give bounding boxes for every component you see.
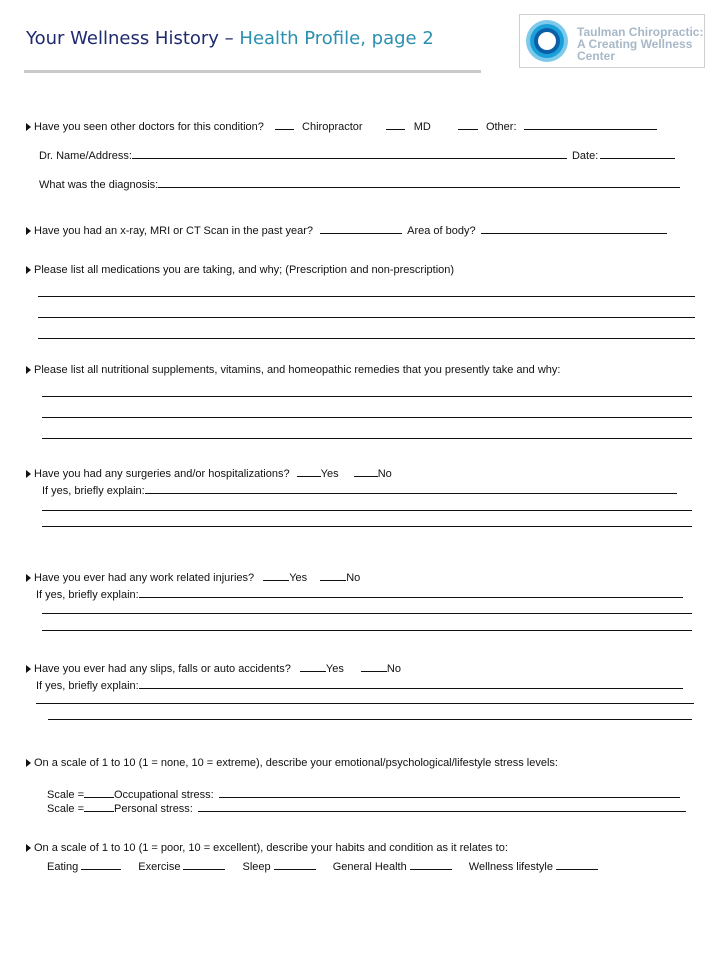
doctor-name-field[interactable]	[132, 147, 567, 159]
question-work-injuries	[26, 569, 360, 585]
occupational-label: Occupational stress:	[114, 789, 214, 801]
explain-label: If yes, briefly explain:	[36, 589, 139, 601]
question-text: Please list all nutritional supplements, vitamins, and homeopathic remedies that you presently take and why:	[34, 364, 561, 376]
question-medications	[26, 264, 454, 277]
medications-line[interactable]	[38, 317, 695, 318]
question-text: Please list all medications you are taking, and why; (Prescription and non-prescription)	[34, 264, 455, 276]
surgeries-yes-blank[interactable]	[297, 465, 321, 477]
md-blank[interactable]	[386, 118, 405, 130]
option-other: Other:	[485, 121, 517, 133]
arrow-bullet-icon	[26, 574, 31, 582]
personal-field[interactable]	[198, 800, 686, 812]
scale-label: Scale =	[47, 789, 84, 801]
logo-line-1: Taulman Chiropractic:	[577, 25, 704, 39]
area-field[interactable]	[481, 222, 667, 234]
question-text: Have you ever had any work related injuries?	[34, 572, 255, 584]
occupational-field[interactable]	[219, 786, 680, 798]
supplements-line[interactable]	[42, 438, 692, 439]
date-field[interactable]	[600, 147, 675, 159]
yes-label: Yes	[289, 572, 308, 584]
habit-sleep: Sleep	[242, 861, 271, 873]
arrow-bullet-icon	[26, 759, 31, 767]
title-main: Your Wellness History –	[26, 28, 240, 49]
arrow-bullet-icon	[26, 266, 31, 274]
page-title	[26, 28, 434, 49]
question-other-doctors	[26, 118, 657, 134]
no-label: No	[346, 572, 361, 584]
surgeries-explain-row	[42, 482, 677, 498]
habit-eating: Eating	[47, 861, 79, 873]
arrow-bullet-icon	[26, 227, 31, 235]
question-accidents	[26, 660, 401, 676]
medications-line[interactable]	[38, 338, 695, 339]
question-text: On a scale of 1 to 10 (1 = poor, 10 = excellent), describe your habits and condition as it relates to:	[34, 842, 508, 854]
habit-general-health: General Health	[332, 861, 407, 873]
question-imaging	[26, 222, 667, 238]
question-surgeries	[26, 465, 392, 481]
personal-stress-row	[47, 800, 686, 816]
ring-logo-icon	[523, 17, 571, 65]
no-label: No	[386, 663, 401, 675]
logo-line-3: Center	[577, 49, 616, 63]
yes-label: Yes	[320, 468, 339, 480]
imaging-field[interactable]	[320, 222, 402, 234]
work-explain-field[interactable]	[139, 586, 683, 598]
accident-yes-blank[interactable]	[300, 660, 326, 672]
date-label: Date:	[571, 150, 599, 162]
surgeries-explain-field[interactable]	[145, 482, 677, 494]
question-stress	[26, 757, 558, 770]
personal-scale-blank[interactable]	[84, 800, 114, 812]
explain-label: If yes, briefly explain:	[36, 680, 139, 692]
other-blank[interactable]	[458, 118, 478, 130]
accidents-explain-field[interactable]	[139, 677, 683, 689]
general-health-field[interactable]	[410, 858, 452, 870]
title-sub: Health Profile, page 2	[239, 28, 434, 49]
accident-no-blank[interactable]	[361, 660, 387, 672]
exercise-field[interactable]	[183, 858, 225, 870]
option-md: MD	[413, 121, 431, 133]
surgeries-line[interactable]	[42, 526, 692, 527]
question-text: Have you ever had any slips, falls or auto accidents?	[34, 663, 291, 675]
diagnosis-row	[39, 176, 680, 192]
question-supplements	[26, 364, 560, 377]
question-habits	[26, 842, 508, 855]
area-label: Area of body?	[407, 225, 476, 237]
habit-wellness-lifestyle: Wellness lifestyle	[468, 861, 553, 873]
no-label: No	[377, 468, 392, 480]
habit-exercise: Exercise	[138, 861, 181, 873]
surgeries-no-blank[interactable]	[354, 465, 378, 477]
other-field[interactable]	[524, 118, 657, 130]
accidents-explain-row	[36, 677, 683, 693]
option-chiropractor: Chiropractor	[302, 121, 363, 133]
accidents-line[interactable]	[48, 719, 692, 720]
personal-label: Personal stress:	[114, 803, 193, 815]
eating-field[interactable]	[81, 858, 121, 870]
arrow-bullet-icon	[26, 470, 31, 478]
occupational-scale-blank[interactable]	[84, 786, 114, 798]
work-explain-row	[36, 586, 683, 602]
title-divider	[24, 70, 481, 73]
sleep-field[interactable]	[274, 858, 316, 870]
scale-label: Scale =	[47, 803, 84, 815]
wellness-field[interactable]	[556, 858, 598, 870]
question-text: On a scale of 1 to 10 (1 = none, 10 = extreme), describe your emotional/psychological/lifestyle stress levels:	[34, 757, 558, 769]
supplements-line[interactable]	[42, 417, 692, 418]
accidents-line[interactable]	[36, 703, 694, 704]
arrow-bullet-icon	[26, 366, 31, 374]
doctor-name-row	[39, 147, 675, 163]
clinic-logo	[519, 14, 705, 68]
logo-line-2: A Creating Wellness	[577, 37, 693, 51]
doctor-name-label: Dr. Name/Address:	[39, 150, 132, 162]
question-text: Have you had an x-ray, MRI or CT Scan in the past year?	[34, 225, 314, 237]
diagnosis-field[interactable]	[158, 176, 680, 188]
diagnosis-label: What was the diagnosis:	[39, 179, 159, 191]
work-line[interactable]	[42, 630, 692, 631]
question-text: Have you seen other doctors for this condition?	[34, 121, 264, 133]
question-text: Have you had any surgeries and/or hospitalizations?	[34, 468, 290, 480]
surgeries-line[interactable]	[42, 510, 692, 511]
medications-line[interactable]	[38, 296, 695, 297]
yes-label: Yes	[325, 663, 344, 675]
habits-row	[47, 858, 598, 874]
explain-label: If yes, briefly explain:	[42, 485, 145, 497]
arrow-bullet-icon	[26, 665, 31, 673]
work-yes-blank[interactable]	[263, 569, 289, 581]
chiropractor-blank[interactable]	[275, 118, 294, 130]
work-line[interactable]	[42, 613, 692, 614]
arrow-bullet-icon	[26, 123, 31, 131]
work-no-blank[interactable]	[320, 569, 346, 581]
supplements-line[interactable]	[42, 396, 692, 397]
arrow-bullet-icon	[26, 844, 31, 852]
